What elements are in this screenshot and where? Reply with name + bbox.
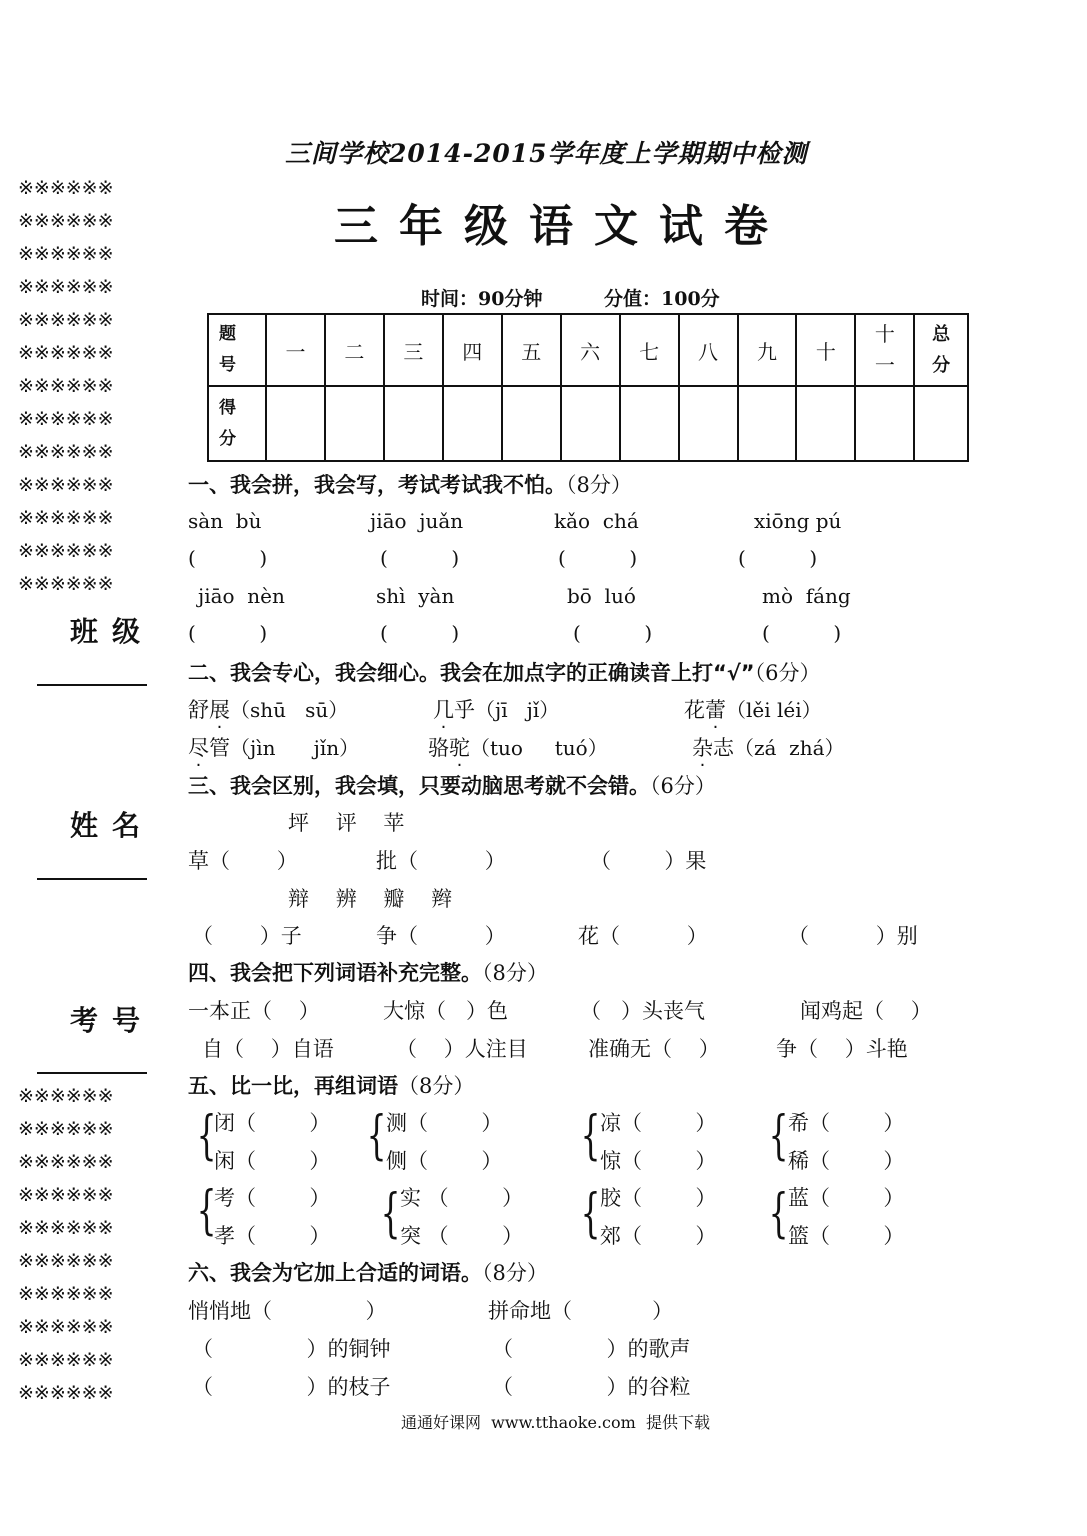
score-cell[interactable] [502,386,561,461]
idiom-item[interactable]: 大惊（ ）色 [383,999,509,1023]
score-cell[interactable] [738,386,797,461]
fill-item[interactable]: 花（ ） [578,924,708,948]
star-row: ※※※※※※ [18,1349,114,1371]
brace-icon: { [380,1184,401,1244]
star-row: ※※※※※※ [18,507,114,529]
brace-icon: { [196,1106,217,1166]
phrase-item[interactable]: 悄悄地（ ） [188,1299,387,1323]
fill-item[interactable]: 草（ ） [188,849,298,873]
word-pair-item[interactable]: 胶（ ） [600,1186,717,1210]
star-row: ※※※※※※ [18,1283,114,1305]
reading-item: 几乎（jī jǐ） [433,698,560,722]
score-cell[interactable] [914,386,968,461]
section-4-title: 四、我会把下列词语补充完整。（8分） [188,961,548,985]
word-pair-item[interactable]: 篮（ ） [788,1224,905,1248]
word-pair-item[interactable]: 惊（ ） [600,1149,717,1173]
word-pair-item[interactable]: 闲（ ） [214,1149,331,1173]
star-row: ※※※※※※ [18,474,114,496]
answer-blank[interactable]: ( ) [188,546,268,570]
idiom-item[interactable]: 争（ ）斗艳 [776,1037,908,1061]
word-pair-item[interactable]: 郊（ ） [600,1224,717,1248]
reading-item: 骆驼（tuo tuó） [428,736,608,760]
exam-subtitle: 三间学校2014-2015学年度上学期期中检测 [285,139,808,168]
exam-title: 三年级语文试卷 [334,201,789,252]
answer-blank[interactable]: ( ) [558,546,638,570]
char-group: 辩 辨 瓣 辫 [288,887,453,911]
word-pair-item[interactable]: 蓝（ ） [788,1186,905,1210]
fill-item[interactable]: 争（ ） [376,924,506,948]
score-header: 得 分 [208,386,266,461]
footer-text: 通通好课网 www.tthaoke.com 提供下载 [401,1413,710,1432]
word-pair-item[interactable]: 考（ ） [214,1186,331,1210]
class-line [37,684,147,686]
score-cell[interactable] [796,386,855,461]
phrase-item[interactable]: （ ）的歌声 [492,1337,691,1361]
star-row: ※※※※※※ [18,1151,114,1173]
name-label: 姓名 [70,809,155,842]
col-total: 总 分 [914,314,968,386]
fill-item[interactable]: 批（ ） [376,849,506,873]
col-3: 三 [384,314,443,386]
star-row: ※※※※※※ [18,573,114,595]
idiom-item[interactable]: 自（ ）自语 [202,1037,334,1061]
col-2: 二 [325,314,384,386]
char-group: 坪 评 苹 [288,811,405,835]
id-line [37,1072,147,1074]
col-6: 六 [561,314,620,386]
star-row: ※※※※※※ [18,1250,114,1272]
star-row: ※※※※※※ [18,375,114,397]
section-5-title: 五、比一比，再组词语（8分） [188,1074,475,1098]
phrase-item[interactable]: （ ）的枝子 [192,1375,391,1399]
star-row: ※※※※※※ [18,1316,114,1338]
star-row: ※※※※※※ [18,1184,114,1206]
idiom-item[interactable]: （ ）人注目 [396,1037,528,1061]
score-cell[interactable] [266,386,325,461]
question-number-header: 题 号 [208,314,266,386]
score-cell[interactable] [679,386,738,461]
col-5: 五 [502,314,561,386]
answer-blank[interactable]: ( ) [380,621,460,645]
answer-blank[interactable]: ( ) [738,546,818,570]
idiom-item[interactable]: （ ）头丧气 [580,999,706,1023]
word-pair-item[interactable]: 孝（ ） [214,1224,331,1248]
pinyin-item: jiāo nèn [198,584,285,608]
reading-item: 尽管（jìn jǐn） [188,736,360,760]
word-pair-item[interactable]: 实 （ ） [400,1186,524,1210]
pinyin-item: mò fáng [762,584,851,608]
pinyin-item: jiāo juǎn [370,509,464,533]
sidebar-top-stars [18,172,114,601]
pinyin-item: shì yàn [376,584,455,608]
idiom-item[interactable]: 闻鸡起（ ） [800,999,932,1023]
phrase-item[interactable]: （ ）的谷粒 [492,1375,691,1399]
col-7: 七 [620,314,679,386]
idiom-item[interactable]: 一本正（ ） [188,999,320,1023]
col-4: 四 [443,314,502,386]
answer-blank[interactable]: ( ) [380,546,460,570]
section-2-title: 二、我会专心，我会细心。我会在加点字的正确读音上打“√”（6分） [188,661,821,685]
score-table [207,313,969,462]
brace-icon: { [580,1184,601,1244]
word-pair-item[interactable]: 闭（ ） [214,1111,331,1135]
score-cell[interactable] [443,386,502,461]
pinyin-item: kǎo chá [554,509,639,533]
star-row: ※※※※※※ [18,441,114,463]
word-pair-item[interactable]: 突 （ ） [400,1224,524,1248]
exam-time: 时间：90分钟 [421,288,543,310]
word-pair-item[interactable]: 希（ ） [788,1111,905,1135]
fill-item[interactable]: （ ）果 [590,849,707,873]
word-pair-item[interactable]: 稀（ ） [788,1149,905,1173]
brace-icon: { [366,1106,387,1166]
col-8: 八 [679,314,738,386]
fill-item[interactable]: （ ）别 [788,924,918,948]
star-row: ※※※※※※ [18,177,114,199]
score-cell[interactable] [620,386,679,461]
answer-blank[interactable]: ( ) [762,621,842,645]
fill-item[interactable]: （ ）子 [192,924,302,948]
sidebar-bottom-stars [18,1080,114,1410]
id-label: 考号 [70,1004,155,1037]
answer-blank[interactable]: ( ) [188,621,268,645]
score-table-score-row [208,386,968,461]
star-row: ※※※※※※ [18,1217,114,1239]
word-pair-item[interactable]: 测（ ） [386,1111,503,1135]
star-row: ※※※※※※ [18,210,114,232]
idiom-item[interactable]: 准确无（ ） [588,1037,720,1061]
col-11: 十 一 [855,314,914,386]
star-row: ※※※※※※ [18,309,114,331]
answer-blank[interactable]: ( ) [573,621,653,645]
section-6-title: 六、我会为它加上合适的词语。（8分） [188,1261,548,1285]
section-1-title: 一、我会拼，我会写，考试考试我不怕。（8分） [188,473,632,497]
star-row: ※※※※※※ [18,1118,114,1140]
brace-icon: { [768,1106,789,1166]
score-cell[interactable] [561,386,620,461]
score-cell[interactable] [325,386,384,461]
star-row: ※※※※※※ [18,1382,114,1404]
brace-icon: { [196,1181,217,1241]
star-row: ※※※※※※ [18,540,114,562]
score-cell[interactable] [384,386,443,461]
star-row: ※※※※※※ [18,1085,114,1107]
star-row: ※※※※※※ [18,243,114,265]
phrase-item[interactable]: 拼命地（ ） [488,1299,674,1323]
brace-icon: { [768,1184,789,1244]
col-9: 九 [738,314,797,386]
pinyin-item: sàn bù [188,509,262,533]
pinyin-item: bō luó [567,584,636,608]
brace-icon: { [580,1106,601,1166]
phrase-item[interactable]: （ ）的铜钟 [192,1337,391,1361]
name-line [37,878,147,880]
star-row: ※※※※※※ [18,276,114,298]
reading-item: 舒展（shū sū） [188,698,349,722]
class-label: 班级 [70,615,155,648]
reading-item: 杂志（zá zhá） [692,736,845,760]
star-row: ※※※※※※ [18,342,114,364]
col-1: 一 [266,314,325,386]
word-pair-item[interactable]: 侧（ ） [386,1149,503,1173]
pinyin-item: xiōng pú [754,509,842,533]
col-10: 十 [796,314,855,386]
score-table-header-row [208,314,968,386]
exam-score: 分值：100分 [604,288,720,310]
word-pair-item[interactable]: 凉（ ） [600,1111,717,1135]
star-row: ※※※※※※ [18,408,114,430]
score-cell[interactable] [855,386,914,461]
section-3-title: 三、我会区别，我会填，只要动脑思考就不会错。（6分） [188,774,716,798]
reading-item: 花蕾（lěi léi） [684,698,822,722]
